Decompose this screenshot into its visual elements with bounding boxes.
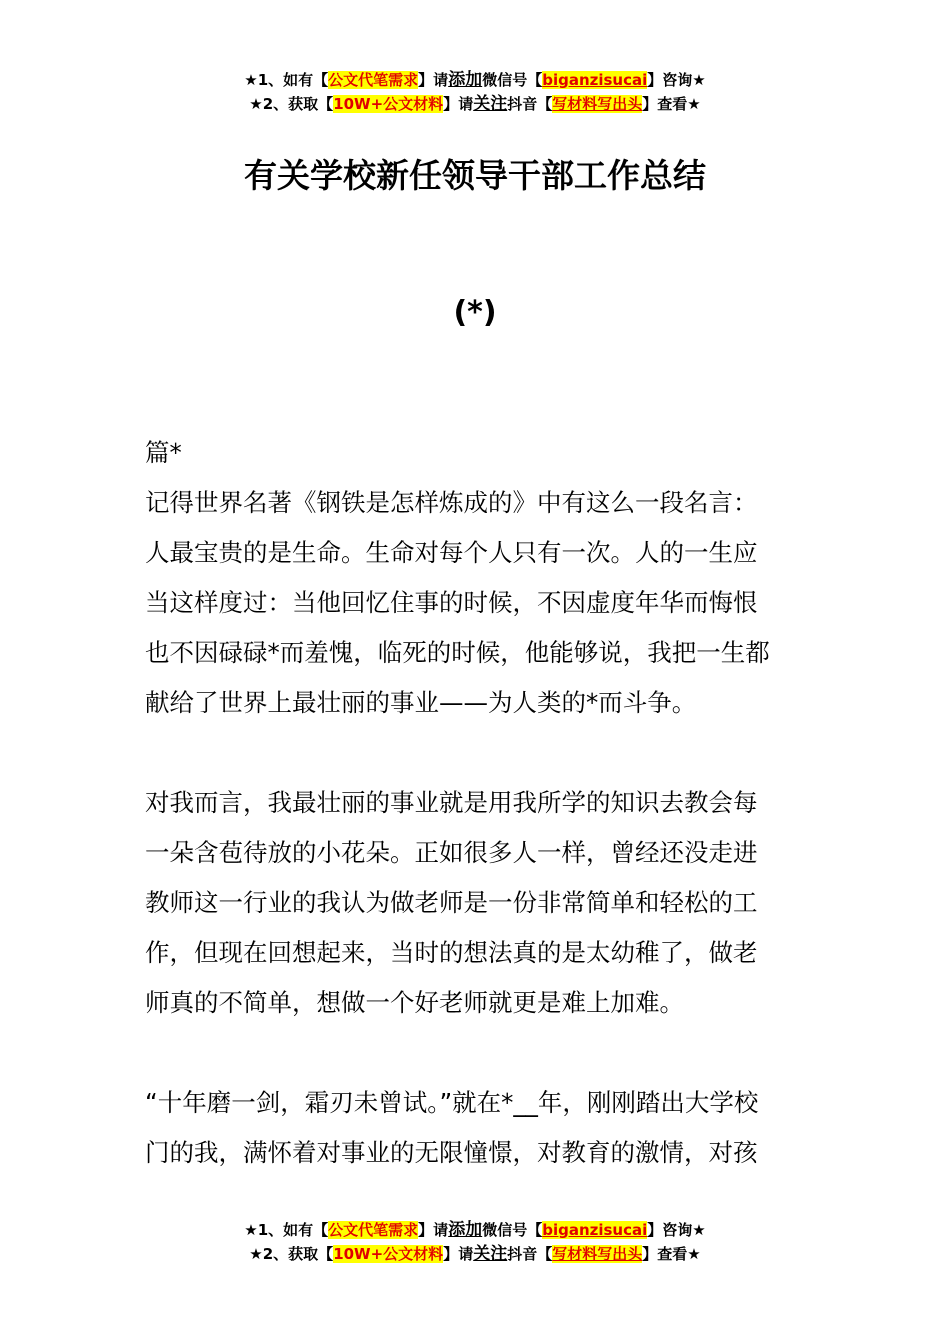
body-line: 师真的不简单，想做一个好老师就更是难上加难。 xyxy=(145,988,684,1017)
body-line: 献给了世界上最壮丽的事业——为人类的*而斗争。 xyxy=(145,688,697,717)
banner-line-1: ★1、如有【公文代笔需求】请添加微信号【biganzisucai】咨询★ xyxy=(244,1220,706,1240)
document-title: 有关学校新任领导干部工作总结 xyxy=(244,156,706,195)
document-body xyxy=(145,428,815,1178)
body-line: 一朵含苞待放的小花朵。正如很多人一样，曾经还没走进 xyxy=(145,838,758,867)
footer-banner xyxy=(0,1218,950,1266)
body-line: 作，但现在回想起来，当时的想法真的是太幼稚了，做老 xyxy=(145,938,758,967)
body-line: 当这样度过：当他回忆住事的时候，不因虚度年华而悔恨 xyxy=(145,588,758,617)
header-banner xyxy=(0,68,950,116)
body-line: 也不因碌碌*而羞愧，临死的时候，他能够说，我把一生都 xyxy=(145,638,770,667)
banner-line-1: ★1、如有【公文代笔需求】请添加微信号【biganzisucai】咨询★ xyxy=(244,70,706,90)
body-line: 门的我，满怀着对事业的无限憧憬，对教育的激情，对孩 xyxy=(145,1138,758,1167)
body-line xyxy=(145,728,815,778)
body-line: 篇* xyxy=(145,438,182,467)
body-line: 人最宝贵的是生命。生命对每个人只有一次。人的一生应 xyxy=(145,538,758,567)
banner-line-2: ★2、获取【10W+公文材料】请关注抖音【写材料写出头】查看★ xyxy=(249,1244,701,1264)
body-line: 对我而言，我最壮丽的事业就是用我所学的知识去教会每 xyxy=(145,788,758,817)
body-line xyxy=(145,1028,815,1078)
body-line: 教师这一行业的我认为做老师是一份非常简单和轻松的工 xyxy=(145,888,758,917)
body-line: “十年磨一剑，霜刃未曾试。”就在*__年，刚刚踏出大学校 xyxy=(145,1088,759,1117)
body-line: 记得世界名著《钢铁是怎样炼成的》中有这么一段名言： xyxy=(145,488,758,517)
document-subtitle: (*) xyxy=(453,295,497,330)
banner-line-2: ★2、获取【10W+公文材料】请关注抖音【写材料写出头】查看★ xyxy=(249,94,701,114)
